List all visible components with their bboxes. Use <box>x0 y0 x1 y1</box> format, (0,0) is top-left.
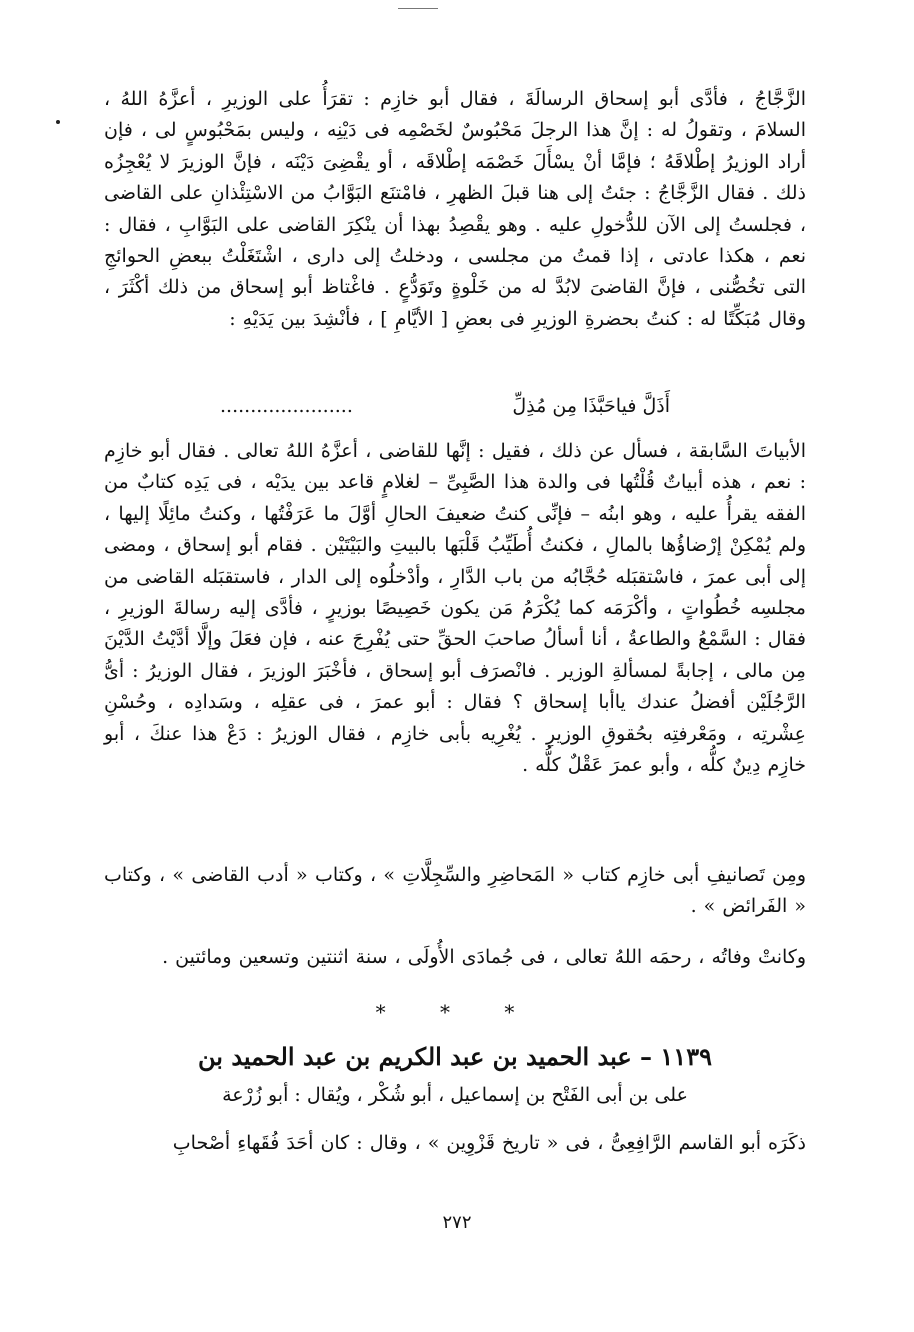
paragraph-3 <box>104 860 806 923</box>
section-separator: * * * <box>375 1000 539 1024</box>
paragraph-1-text: الزَّجَّاجُ ، فأدَّى أبو إسحاق الرسالَةَ ، فقال أبو خازِم : تقرَأُ على الوزيرِ ، أعزَّهُ اللهُ ، السلامَ ، وتقولُ له : إنَّ هذا الرجلَ مَحْبُوسٌ لخَصْمِه فى دَيْنِه ، وليس بمَحْبُوسٍ لى ، فإن أراد الوزيرُ إطْلاقَهُ ؛ فإمَّا أنْ يسْأَلَ خَصْمَه إطْلاقَه ، أو يقْضِىَ دَيْنَه ، فإنَّ الوزيرَ لا يُعْجِزُه ذلك . فقال الزَّجَّاجُ : جئتُ إلى هنا قبلَ الظهرِ ، فامْتنَع البَوَّابُ من الاسْتِئْذانِ على القاضى ، فجلستُ إلى الآن للدُّخولِ عليه . وهو يقْصِدُ بهذا أن ينْكِرَ القاضى على البَوَّابِ ، فقال : نعم ، هكذا عادتى ، إذا قمتُ من مجلسى ، ودخلتُ إلى دارى ، اشْتَغَلْتُ ببعضِ الحوائجِ التى تخُصُّنى ، فإنَّ القاضىَ لابُدَّ له من خَلْوةٍ وتَوَدُّعٍ . فاغْتاظ أبو إسحاق من ذلك أكْثَرَ ، وقال مُبَكِّتًا له : كنتُ بحضرةِ الوزيرِ فى بعضِ [ الأيَّامِ ] ، فأنْشِدَ بين يَدَيْهِ : <box>104 88 806 330</box>
verse-first-hemistich: أَذَلَّ فياحَبَّذَا مِن مُذِلِّ <box>512 395 670 417</box>
paragraph-2-text: الأبياتَ السَّابقة ، فسأل عن ذلك ، فقيل : إنَّها للقاضى ، أعزَّهُ اللهُ تعالى . فقال أبو خازِم : نعم ، هذه أبياتٌ قُلْتُها فى والدة هذا الصَّبِىِّ – لغلامٍ قاعد بين يدَيْه ، فى يَدِه كتابٌ من الفقه يقرأُ عليه ، وهو ابنُه – فإنِّى كنتُ ضعيفَ الحالِ أوَّلَ ما عَرَفْتُها ، وكنتُ مائِلًا إليها ، ولم يُمْكِنْ إرْضاؤُها بالمالِ ، فكنتُ أُطَيِّبُ قَلْبَها بالبيتِ والبَيْتَيْن . فقام أبو إسحاق ، ومضى إلى أبى عمرَ ، فاسْتقبَله حُجَّابُه من باب الدَّارِ ، وأدْخلُوه إلى الدار ، فاستقبَله القاضى من مجلسِه خُطُواتٍ ، وأكْرَمَه كما يُكْرَمُ مَن يكون خَصِيصًا بوزيرٍ ، فأدَّى إليه رسالةَ الوزيرِ ، فقال : السَّمْعُ والطاعةُ ، أنا أسألُ صاحبَ الحقِّ حتى يُفْرِجَ عنه ، فإن فعَلَ وإلَّا أدَّيْتُ الدَّيْنَ مِن مالى ، إجابةً لمسألةِ الوزير . فانْصرَف أبو إسحاق ، فأخْبَرَ الوزيرَ ، فقال الوزيرُ : أىُّ الرَّجُلَيْن أفضلُ عندك ياأبا إسحاق ؟ فقال : أبو عمرَ ، فى عقلِه ، وسَدادِه ، وحُسْنِ عِشْرتِه ، ومَعْرفتِه بحُقوقِ الوزيرِ . يُغْرِيه بأبى خازِم ، فقال الوزيرُ : دَعْ هذا عنكَ ، أبو خازِم دِينٌ كلُّه ، وأبو عمرَ عَقْلٌ كلُّه . <box>104 440 806 777</box>
page-number: ٢٧٢ <box>442 1212 472 1233</box>
paragraph-5 <box>104 1128 806 1159</box>
entry-subtitle: على بن أبى الفَتْح بن إسماعيل ، أبو شُكْر ، ويُقال : أبو زُرْعة <box>222 1084 688 1106</box>
verse-second-hemistich: ...................... <box>220 395 353 417</box>
paragraph-4 <box>104 942 806 973</box>
paragraph-1 <box>104 84 806 335</box>
margin-dot <box>56 120 60 124</box>
verse-line <box>220 395 670 417</box>
top-rule <box>398 8 438 9</box>
paragraph-2 <box>104 436 806 781</box>
paragraph-3-text: ومِن تَصانيفِ أبى خازِم كتاب « المَحاضِرِ والسِّجِلَّاتِ » ، وكتاب « أدب القاضى » ، وكتاب « الفَرائض » . <box>104 864 806 918</box>
paragraph-5-text: ذكَرَه أبو القاسم الرَّافِعِىُّ ، فى « تاريخ قَزْوِين » ، وقال : كان أحَدَ فُقَهاءِ أصْحابِ <box>172 1132 806 1154</box>
paragraph-4-text: وكانتْ وفاتُه ، رحمَه اللهُ تعالى ، فى جُمادَى الأُولَى ، سنة اثنتين وتسعين ومائتين . <box>162 946 806 968</box>
entry-title: ١١٣٩ – عبد الحميد بن عبد الكريم بن عبد الحميد بن <box>198 1042 712 1071</box>
